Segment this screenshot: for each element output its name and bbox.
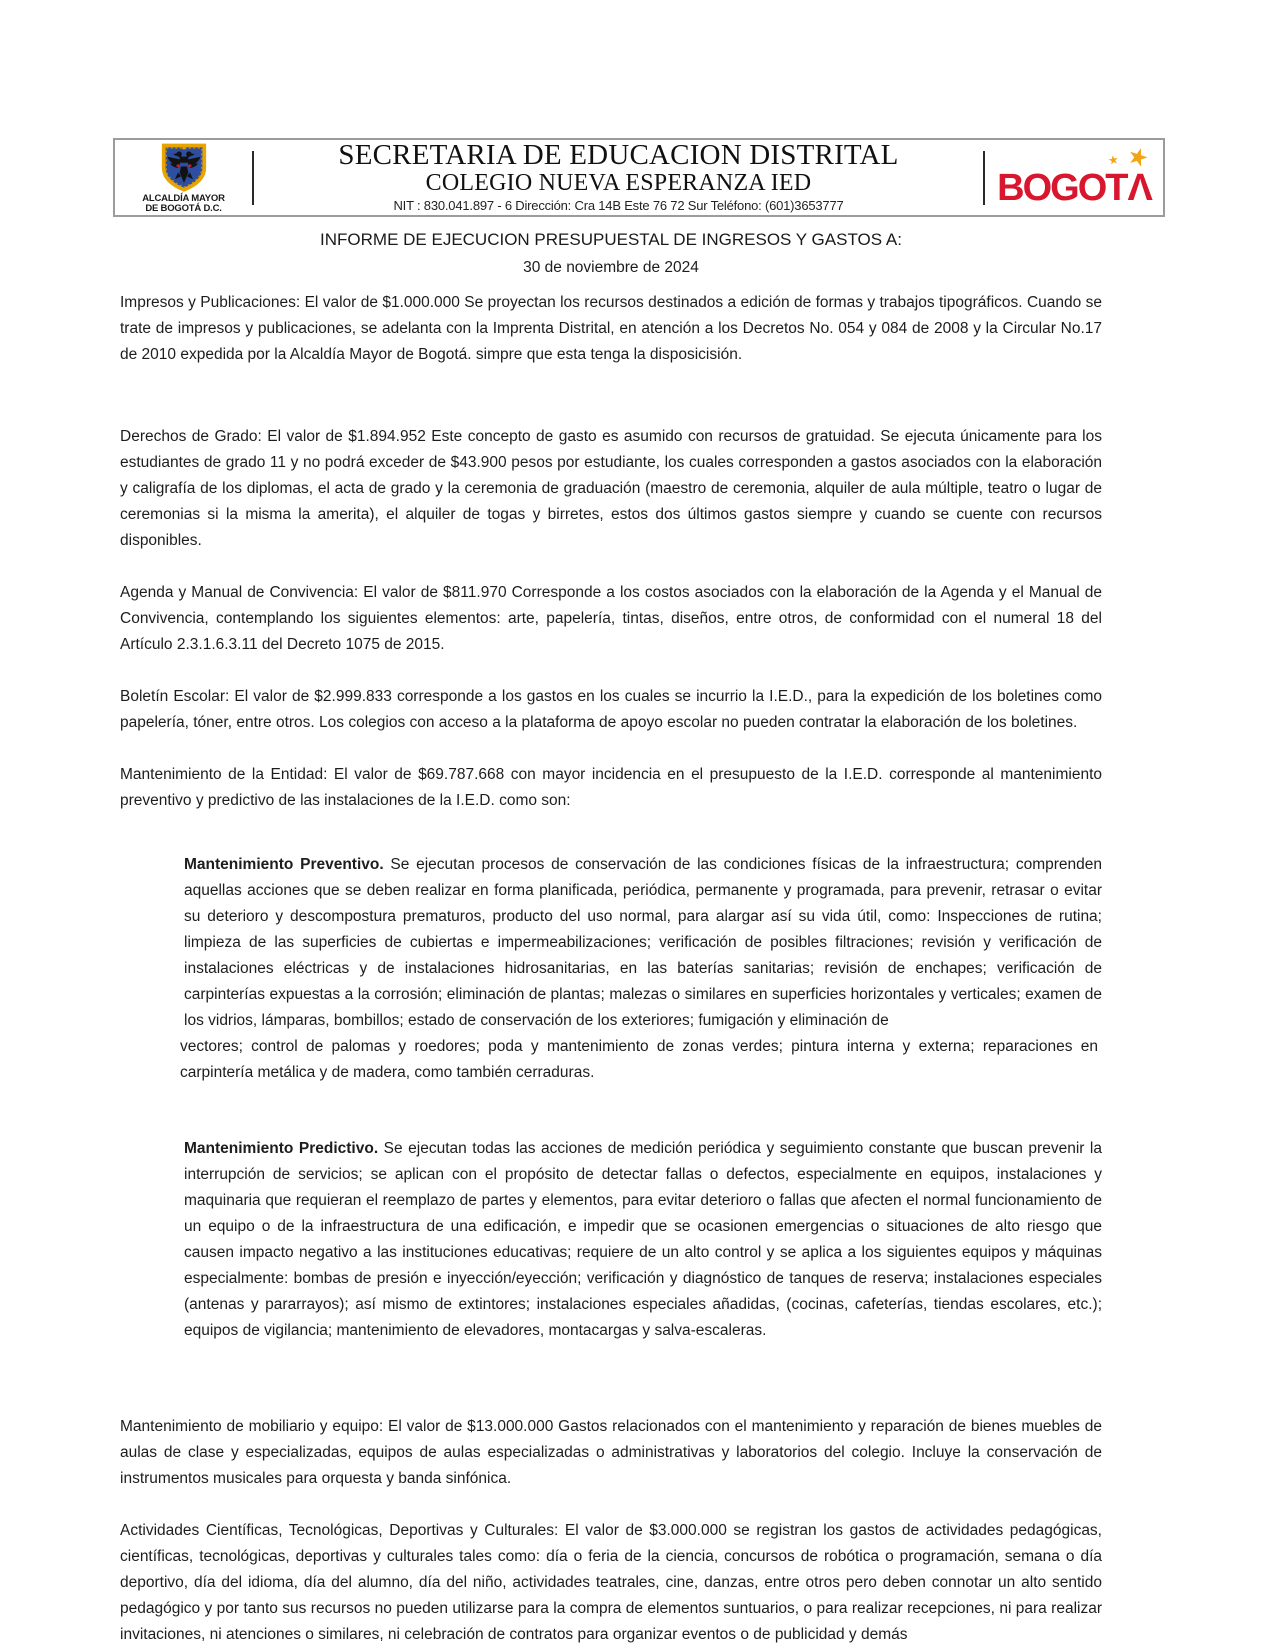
bogota-wordmark (997, 167, 1151, 209)
paragraph-derechos-grado: Derechos de Grado: El valor de $1.894.952 Este concepto de gasto es asumido con recursos de gratuidad. Se ejecuta únicamente para los estudiantes de grado 11 y no podrá exceder de $43.900 pesos por estudiante, los cuales corresponden a gastos asociados con la elaboración y caligrafía de los diplomas, el acta de grado y la ceremonia de graduación (maestro de ceremonia, alquiler de aula múltiple, teatro o lugar de ceremonias si la misma la amerita), el alquiler de togas y birretes, estos dos últimos gastos siempre y cuando se cuente con recursos disponibles. (120, 428, 1102, 549)
letterhead-center (254, 140, 983, 215)
bogota-star-big-icon: ★ (1123, 141, 1153, 174)
document-date: 30 de noviembre de 2024 (523, 259, 699, 276)
bogota-wordmark-text: BOGOT (997, 167, 1127, 209)
paragraph-mantenimiento-mobiliario: Mantenimiento de mobiliario y equipo: El valor de $13.000.000 Gastos relacionados con el mantenimiento y reparación de bienes muebles de aulas de clase y especializadas, equipos de aulas especializadas o administrativas y laboratorios del colegio. Incluye la conservación de instrumentos musicales para orquesta y banda sinfónica. (120, 1418, 1102, 1487)
paragraph-impresos-publicaciones: Impresos y Publicaciones: El valor de $1.000.000 Se proyectan los recursos destinados a edición de formas y trabajos tipográficos. Cuando se trate de impresos y publicaciones, se adelanta con la Imprenta Distrital, en atención a los Decretos No. 054 y 084 de 2008 y la Circular No.17 de 2010 expedida por la Alcaldía Mayor de Bogotá. simpre que esta tenga la disposicisión. (120, 294, 1102, 363)
paragraph-mantenimiento-preventivo (120, 852, 1102, 1086)
crest-caption-line2: DE BOGOTÁ D.C. (145, 203, 222, 214)
paragraph-mantenimiento-predictivo (120, 1136, 1102, 1344)
bogota-star-small-icon: ★ (1107, 152, 1121, 168)
nit-line: NIT : 830.041.897 - 6 Dirección: Cra 14B Este 76 72 Sur Teléfono: (601)3653777 (393, 198, 844, 213)
alcaldia-crest-block (115, 140, 252, 215)
paragraph-agenda-manual: Agenda y Manual de Convivencia: El valor de $811.970 Corresponde a los costos asociados con la elaboración de la Agenda y el Manual de Convivencia, contemplando los siguientes elementos: arte, papelería, tintas, diseños, entre otros, de conformidad con el numeral 18 del Artículo 2.3.1.6.3.11 del Decreto 1075 de 2015. (120, 584, 1102, 653)
crest-caption-line1: ALCALDÍA MAYOR (142, 192, 225, 204)
crest-caption (142, 194, 225, 215)
paragraph-text-predictivo: Se ejecutan todas las acciones de medición periódica y seguimiento constante que buscan prevenir la interrupción de servicios; se aplican con el propósito de detectar fallas o defectos, especialmente en equipos, instalaciones y maquinaria que requieran el reemplazo de partes y elementos, para evitar deterioro o fallas que afecten el normal funcionamiento de un equipo o de la infraestructura de una edificación, e impedir que se ocasionen emergencias o situaciones de alto riesgo que causen impacto negativo a las instituciones educativas; requiere de un alto control y se aplica a los siguientes equipos y máquinas especialmente: bombas de presión e inyección/eyección; verificación y diagnóstico de tanques de reserva; instalaciones especiales (antenas y pararrayos); así mismo de extintores; instalaciones especiales añadidas, (cocinas, cafeterías, tiendas escolares, etc.); equipos de vigilancia; mantenimiento de elevadores, montacargas y salva-escaleras. (184, 1140, 1103, 1339)
document-title: INFORME DE EJECUCION PRESUPUESTAL DE INGRESOS Y GASTOS A: (320, 230, 902, 249)
paragraph-lead-preventivo: Mantenimiento Preventivo. (184, 856, 384, 873)
bogota-logo (985, 140, 1163, 215)
letterhead (113, 138, 1165, 217)
paragraph-actividades-cientificas: Actividades Científicas, Tecnológicas, Deportivas y Culturales: El valor de $3.000.000 se registran los gastos de actividades pedagógicas, científicas, tecnológicas, deportivas y culturales tales como: día o feria de la ciencia, concursos de robótica o programación, semana o día deportivo, día del idioma, día del alumno, día del niño, actividades teatrales, cine, danzas, entre otros pero deben connotar un alto sentido pedagógico y por tanto sus recursos no pueden utilizarse para la compra de elementos suntuarios, o para realizar recepciones, ni para realizar invitaciones, ni atenciones o similares, ni celebración de contratos para organizar eventos o de publicidad y demás (120, 1522, 1102, 1643)
document-body (120, 230, 1102, 1648)
paragraph-text-preventivo: Se ejecutan procesos de conservación de las condiciones físicas de la infraestructura; comprenden aquellas acciones que se deben realizar en forma planificada, periódica, permanente y programada, para prevenir, retrasar o evitar su deterioro y descompostura prematuros, producto del uso normal, para alargar así su vida útil, como: Inspecciones de rutina; limpieza de las superficies de cubiertas e impermeabilizaciones; verificación de posibles filtraciones; revisión y verificación de instalaciones eléctricas y de instalaciones hidrosanitarias, en las baterías sanitarias; revisión de enchapes; verificación de carpinterías expuestas a la corrosión; eliminación de plantas; malezas o similares en superficies horizontales y verticales; examen de los vidrios, lámparas, bombillos; estado de conservación de los exteriores; fumigación y eliminación de (184, 856, 1102, 1029)
org-name: SECRETARIA DE EDUCACION DISTRITAL (338, 139, 899, 171)
school-name: COLEGIO NUEVA ESPERANZA IED (425, 170, 812, 196)
paragraph-text-preventivo-continued: vectores; control de palomas y roedores; poda y mantenimiento de zonas verdes; pintura interna y externa; reparaciones en carpintería metálica y de madera, como también cerraduras. (180, 1038, 1098, 1081)
paragraph-mantenimiento-entidad: Mantenimiento de la Entidad: El valor de $69.787.668 con mayor incidencia en el presupuesto de la I.E.D. corresponde al mantenimiento preventivo y predictivo de las instalaciones de la I.E.D. como son: (120, 766, 1102, 809)
paragraph-boletin-escolar: Boletín Escolar: El valor de $2.999.833 corresponde a los gastos en los cuales se incurrio la I.E.D., para la expedición de los boletines como papelería, tóner, entre otros. Los colegios con acceso a la plataforma de apoyo escolar no pueden contratar la elaboración de los boletines. (120, 688, 1102, 731)
alcaldia-coat-of-arms-icon (160, 143, 208, 193)
paragraph-lead-predictivo: Mantenimiento Predictivo. (184, 1140, 379, 1157)
bogota-wordmark-a: Λ (1127, 167, 1151, 209)
